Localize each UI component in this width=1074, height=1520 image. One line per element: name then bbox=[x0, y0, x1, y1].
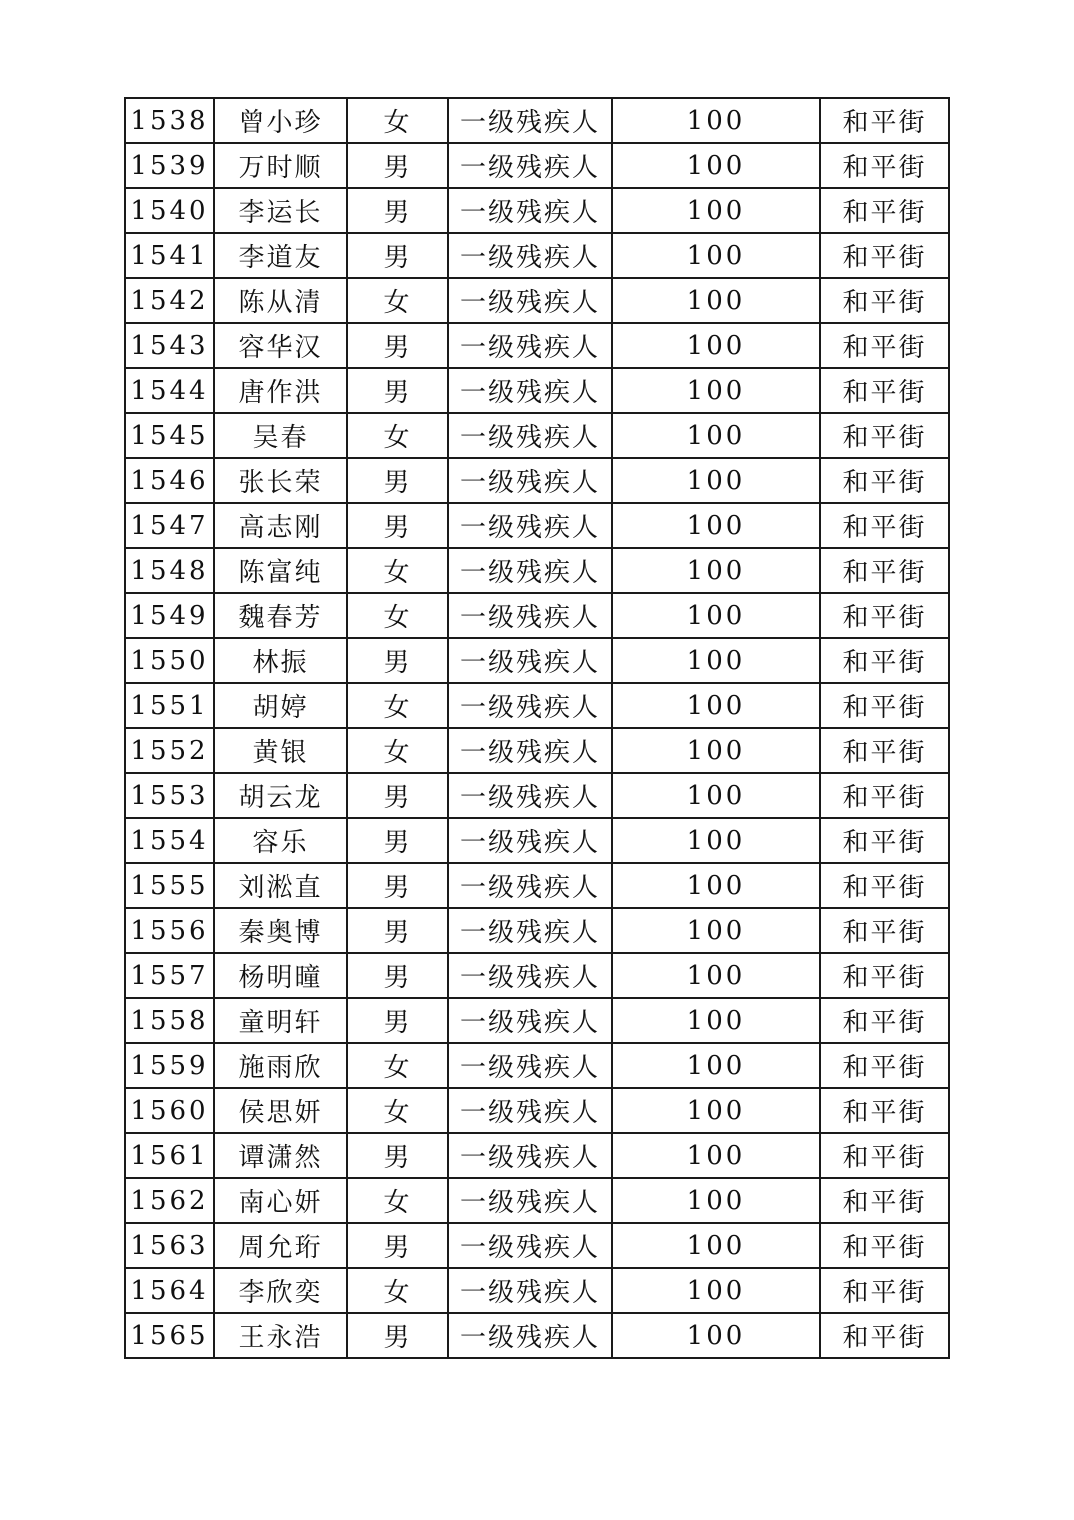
category-cell: 一级残疾人 bbox=[448, 548, 612, 593]
category-cell: 一级残疾人 bbox=[448, 98, 612, 143]
table-row bbox=[125, 1178, 949, 1223]
row-number-cell: 1561 bbox=[125, 1133, 214, 1178]
street-cell: 和平街 bbox=[820, 908, 949, 953]
category-cell: 一级残疾人 bbox=[448, 818, 612, 863]
amount-cell: 100 bbox=[612, 818, 820, 863]
table-row bbox=[125, 278, 949, 323]
category-cell: 一级残疾人 bbox=[448, 1088, 612, 1133]
street-cell: 和平街 bbox=[820, 1268, 949, 1313]
category-cell: 一级残疾人 bbox=[448, 143, 612, 188]
row-number-cell: 1551 bbox=[125, 683, 214, 728]
gender-cell: 男 bbox=[347, 998, 448, 1043]
gender-cell: 男 bbox=[347, 773, 448, 818]
row-number-cell: 1552 bbox=[125, 728, 214, 773]
category-cell: 一级残疾人 bbox=[448, 998, 612, 1043]
street-cell: 和平街 bbox=[820, 413, 949, 458]
row-number-cell: 1550 bbox=[125, 638, 214, 683]
amount-cell: 100 bbox=[612, 188, 820, 233]
gender-cell: 男 bbox=[347, 638, 448, 683]
name-cell: 李道友 bbox=[214, 233, 347, 278]
name-cell: 魏春芳 bbox=[214, 593, 347, 638]
row-number-cell: 1539 bbox=[125, 143, 214, 188]
table-row bbox=[125, 1043, 949, 1088]
gender-cell: 男 bbox=[347, 233, 448, 278]
category-cell: 一级残疾人 bbox=[448, 413, 612, 458]
amount-cell: 100 bbox=[612, 908, 820, 953]
table-row bbox=[125, 863, 949, 908]
row-number-cell: 1556 bbox=[125, 908, 214, 953]
table-row bbox=[125, 143, 949, 188]
street-cell: 和平街 bbox=[820, 998, 949, 1043]
category-cell: 一级残疾人 bbox=[448, 773, 612, 818]
gender-cell: 男 bbox=[347, 188, 448, 233]
street-cell: 和平街 bbox=[820, 1133, 949, 1178]
amount-cell: 100 bbox=[612, 1043, 820, 1088]
table-row bbox=[125, 1088, 949, 1133]
street-cell: 和平街 bbox=[820, 233, 949, 278]
street-cell: 和平街 bbox=[820, 638, 949, 683]
row-number-cell: 1562 bbox=[125, 1178, 214, 1223]
street-cell: 和平街 bbox=[820, 503, 949, 548]
name-cell: 南心妍 bbox=[214, 1178, 347, 1223]
street-cell: 和平街 bbox=[820, 368, 949, 413]
amount-cell: 100 bbox=[612, 728, 820, 773]
table-row bbox=[125, 413, 949, 458]
street-cell: 和平街 bbox=[820, 773, 949, 818]
gender-cell: 女 bbox=[347, 728, 448, 773]
table-row bbox=[125, 233, 949, 278]
category-cell: 一级残疾人 bbox=[448, 233, 612, 278]
amount-cell: 100 bbox=[612, 1313, 820, 1358]
gender-cell: 男 bbox=[347, 1313, 448, 1358]
gender-cell: 男 bbox=[347, 908, 448, 953]
amount-cell: 100 bbox=[612, 143, 820, 188]
table-row bbox=[125, 683, 949, 728]
row-number-cell: 1553 bbox=[125, 773, 214, 818]
street-cell: 和平街 bbox=[820, 953, 949, 998]
amount-cell: 100 bbox=[612, 323, 820, 368]
street-cell: 和平街 bbox=[820, 683, 949, 728]
gender-cell: 男 bbox=[347, 818, 448, 863]
category-cell: 一级残疾人 bbox=[448, 863, 612, 908]
row-number-cell: 1559 bbox=[125, 1043, 214, 1088]
gender-cell: 女 bbox=[347, 1268, 448, 1313]
name-cell: 秦奥博 bbox=[214, 908, 347, 953]
gender-cell: 男 bbox=[347, 1133, 448, 1178]
amount-cell: 100 bbox=[612, 548, 820, 593]
table-row bbox=[125, 593, 949, 638]
name-cell: 胡婷 bbox=[214, 683, 347, 728]
category-cell: 一级残疾人 bbox=[448, 1313, 612, 1358]
row-number-cell: 1546 bbox=[125, 458, 214, 503]
table-row bbox=[125, 773, 949, 818]
category-cell: 一级残疾人 bbox=[448, 278, 612, 323]
gender-cell: 女 bbox=[347, 98, 448, 143]
table-row bbox=[125, 818, 949, 863]
row-number-cell: 1540 bbox=[125, 188, 214, 233]
category-cell: 一级残疾人 bbox=[448, 1178, 612, 1223]
row-number-cell: 1538 bbox=[125, 98, 214, 143]
street-cell: 和平街 bbox=[820, 458, 949, 503]
table-row bbox=[125, 368, 949, 413]
name-cell: 李运长 bbox=[214, 188, 347, 233]
table-row bbox=[125, 98, 949, 143]
amount-cell: 100 bbox=[612, 368, 820, 413]
street-cell: 和平街 bbox=[820, 323, 949, 368]
table-row bbox=[125, 188, 949, 233]
table-row bbox=[125, 728, 949, 773]
name-cell: 胡云龙 bbox=[214, 773, 347, 818]
name-cell: 容乐 bbox=[214, 818, 347, 863]
category-cell: 一级残疾人 bbox=[448, 1133, 612, 1178]
category-cell: 一级残疾人 bbox=[448, 683, 612, 728]
row-number-cell: 1557 bbox=[125, 953, 214, 998]
street-cell: 和平街 bbox=[820, 1043, 949, 1088]
amount-cell: 100 bbox=[612, 503, 820, 548]
street-cell: 和平街 bbox=[820, 593, 949, 638]
name-cell: 黄银 bbox=[214, 728, 347, 773]
street-cell: 和平街 bbox=[820, 548, 949, 593]
category-cell: 一级残疾人 bbox=[448, 953, 612, 998]
row-number-cell: 1548 bbox=[125, 548, 214, 593]
row-number-cell: 1542 bbox=[125, 278, 214, 323]
street-cell: 和平街 bbox=[820, 728, 949, 773]
name-cell: 容华汉 bbox=[214, 323, 347, 368]
table-row bbox=[125, 503, 949, 548]
row-number-cell: 1547 bbox=[125, 503, 214, 548]
amount-cell: 100 bbox=[612, 953, 820, 998]
table-row bbox=[125, 953, 949, 998]
gender-cell: 男 bbox=[347, 458, 448, 503]
name-cell: 李欣奕 bbox=[214, 1268, 347, 1313]
gender-cell: 女 bbox=[347, 548, 448, 593]
amount-cell: 100 bbox=[612, 998, 820, 1043]
amount-cell: 100 bbox=[612, 413, 820, 458]
name-cell: 侯思妍 bbox=[214, 1088, 347, 1133]
amount-cell: 100 bbox=[612, 1268, 820, 1313]
gender-cell: 男 bbox=[347, 863, 448, 908]
amount-cell: 100 bbox=[612, 638, 820, 683]
street-cell: 和平街 bbox=[820, 143, 949, 188]
category-cell: 一级残疾人 bbox=[448, 458, 612, 503]
recipient-table bbox=[124, 97, 950, 1359]
amount-cell: 100 bbox=[612, 1088, 820, 1133]
row-number-cell: 1545 bbox=[125, 413, 214, 458]
category-cell: 一级残疾人 bbox=[448, 188, 612, 233]
table-row bbox=[125, 1268, 949, 1313]
name-cell: 童明轩 bbox=[214, 998, 347, 1043]
amount-cell: 100 bbox=[612, 98, 820, 143]
table-row bbox=[125, 638, 949, 683]
street-cell: 和平街 bbox=[820, 1313, 949, 1358]
category-cell: 一级残疾人 bbox=[448, 503, 612, 548]
table-row bbox=[125, 1313, 949, 1358]
name-cell: 吴春 bbox=[214, 413, 347, 458]
amount-cell: 100 bbox=[612, 1178, 820, 1223]
gender-cell: 女 bbox=[347, 593, 448, 638]
name-cell: 万时顺 bbox=[214, 143, 347, 188]
table-row bbox=[125, 908, 949, 953]
amount-cell: 100 bbox=[612, 683, 820, 728]
table-row bbox=[125, 548, 949, 593]
name-cell: 周允珩 bbox=[214, 1223, 347, 1268]
gender-cell: 男 bbox=[347, 323, 448, 368]
gender-cell: 男 bbox=[347, 368, 448, 413]
gender-cell: 男 bbox=[347, 1223, 448, 1268]
table-row bbox=[125, 998, 949, 1043]
category-cell: 一级残疾人 bbox=[448, 908, 612, 953]
amount-cell: 100 bbox=[612, 1223, 820, 1268]
row-number-cell: 1564 bbox=[125, 1268, 214, 1313]
row-number-cell: 1549 bbox=[125, 593, 214, 638]
amount-cell: 100 bbox=[612, 458, 820, 503]
amount-cell: 100 bbox=[612, 773, 820, 818]
category-cell: 一级残疾人 bbox=[448, 323, 612, 368]
table-row bbox=[125, 1223, 949, 1268]
row-number-cell: 1543 bbox=[125, 323, 214, 368]
name-cell: 陈富纯 bbox=[214, 548, 347, 593]
street-cell: 和平街 bbox=[820, 98, 949, 143]
recipient-table-body bbox=[125, 98, 949, 1358]
category-cell: 一级残疾人 bbox=[448, 638, 612, 683]
category-cell: 一级残疾人 bbox=[448, 728, 612, 773]
gender-cell: 男 bbox=[347, 143, 448, 188]
category-cell: 一级残疾人 bbox=[448, 1268, 612, 1313]
amount-cell: 100 bbox=[612, 278, 820, 323]
name-cell: 林振 bbox=[214, 638, 347, 683]
gender-cell: 女 bbox=[347, 1088, 448, 1133]
name-cell: 谭潇然 bbox=[214, 1133, 347, 1178]
name-cell: 张长荣 bbox=[214, 458, 347, 503]
street-cell: 和平街 bbox=[820, 1088, 949, 1133]
category-cell: 一级残疾人 bbox=[448, 1043, 612, 1088]
name-cell: 高志刚 bbox=[214, 503, 347, 548]
street-cell: 和平街 bbox=[820, 278, 949, 323]
gender-cell: 女 bbox=[347, 683, 448, 728]
street-cell: 和平街 bbox=[820, 1223, 949, 1268]
row-number-cell: 1544 bbox=[125, 368, 214, 413]
gender-cell: 男 bbox=[347, 953, 448, 998]
row-number-cell: 1554 bbox=[125, 818, 214, 863]
amount-cell: 100 bbox=[612, 593, 820, 638]
amount-cell: 100 bbox=[612, 233, 820, 278]
row-number-cell: 1541 bbox=[125, 233, 214, 278]
street-cell: 和平街 bbox=[820, 863, 949, 908]
name-cell: 陈从清 bbox=[214, 278, 347, 323]
name-cell: 刘淞直 bbox=[214, 863, 347, 908]
amount-cell: 100 bbox=[612, 863, 820, 908]
gender-cell: 女 bbox=[347, 1043, 448, 1088]
row-number-cell: 1565 bbox=[125, 1313, 214, 1358]
street-cell: 和平街 bbox=[820, 1178, 949, 1223]
gender-cell: 女 bbox=[347, 278, 448, 323]
name-cell: 杨明曈 bbox=[214, 953, 347, 998]
row-number-cell: 1558 bbox=[125, 998, 214, 1043]
name-cell: 唐作洪 bbox=[214, 368, 347, 413]
street-cell: 和平街 bbox=[820, 818, 949, 863]
street-cell: 和平街 bbox=[820, 188, 949, 233]
table-row bbox=[125, 1133, 949, 1178]
row-number-cell: 1563 bbox=[125, 1223, 214, 1268]
gender-cell: 男 bbox=[347, 503, 448, 548]
name-cell: 王永浩 bbox=[214, 1313, 347, 1358]
category-cell: 一级残疾人 bbox=[448, 368, 612, 413]
table-row bbox=[125, 323, 949, 368]
name-cell: 施雨欣 bbox=[214, 1043, 347, 1088]
row-number-cell: 1560 bbox=[125, 1088, 214, 1133]
name-cell: 曾小珍 bbox=[214, 98, 347, 143]
category-cell: 一级残疾人 bbox=[448, 593, 612, 638]
gender-cell: 女 bbox=[347, 1178, 448, 1223]
category-cell: 一级残疾人 bbox=[448, 1223, 612, 1268]
table-row bbox=[125, 458, 949, 503]
amount-cell: 100 bbox=[612, 1133, 820, 1178]
row-number-cell: 1555 bbox=[125, 863, 214, 908]
gender-cell: 女 bbox=[347, 413, 448, 458]
